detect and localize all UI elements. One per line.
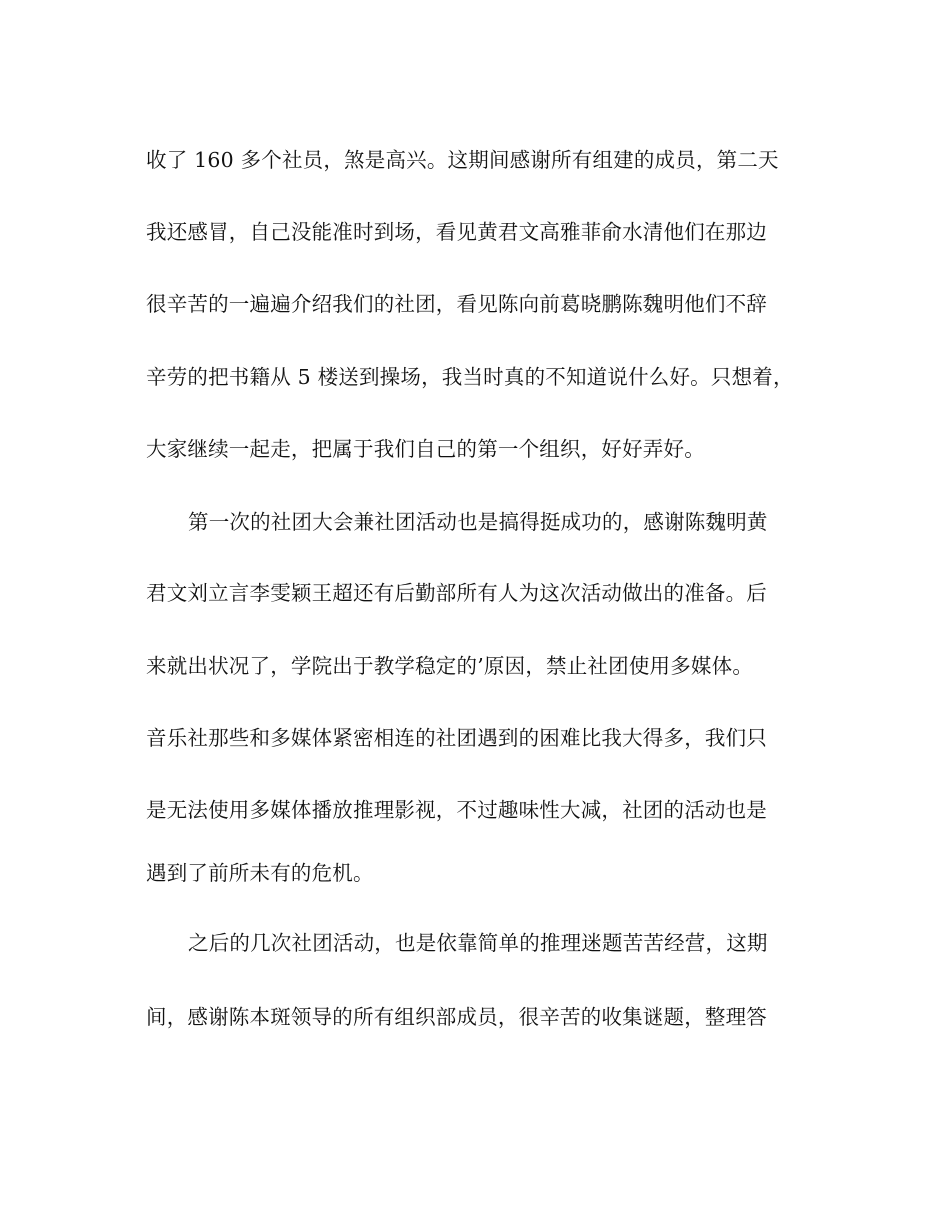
- text-line: 我还感冒，自己没能准时到场，看见黄君文高雅菲俞水清他们在那边: [146, 220, 767, 244]
- text-line: 遇到了前所未有的危机。: [146, 861, 374, 885]
- paragraph-first-line: 之后的几次社团活动，也是依靠简单的推理迷题苦苦经营，这期: [188, 931, 768, 955]
- text-line: 君文刘立言李雯颖王超还有后勤部所有人为这次活动做出的准备。后: [146, 581, 767, 605]
- text-line: 音乐社那些和多媒体紧密相连的社团遇到的困难比我大得多，我们只: [146, 726, 767, 750]
- text-line: 间，感谢陈本斑领导的所有组织部成员，很辛苦的收集谜题，整理答: [146, 1005, 767, 1029]
- text-line: 收了 160 多个社员，煞是高兴。这期间感谢所有组建的成员，第二天: [146, 148, 779, 172]
- text-line: 来就出状况了，学院出于教学稳定的’原因，禁止社团使用多媒体。: [146, 654, 754, 678]
- text-line: 是无法使用多媒体播放推理影视，不过趣味性大减，社团的活动也是: [146, 798, 767, 822]
- text-line: 很辛苦的一遍遍介绍我们的社团，看见陈向前葛晓鹏陈魏明他们不辞: [146, 292, 767, 316]
- text-line: 大家继续一起走，把属于我们自己的第一个组织，好好弄好。: [146, 437, 705, 461]
- paragraph-first-line: 第一次的社团大会兼社团活动也是搞得挺成功的，感谢陈魏明黄: [188, 510, 768, 534]
- text-line: 辛劳的把书籍从 5 楼送到操场，我当时真的不知道说什么好。只想着，: [146, 365, 794, 389]
